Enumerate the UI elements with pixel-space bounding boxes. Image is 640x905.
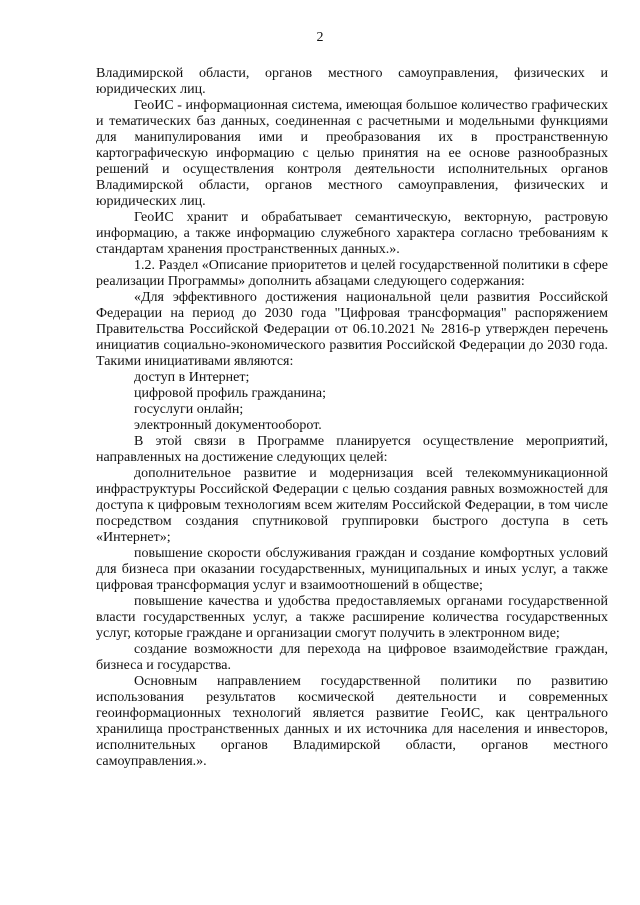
list-item-internet-access: доступ в Интернет; <box>134 370 250 385</box>
paragraph-national-goal: «Для эффективного достижения национальной цели развития Российской Федерации на период до 2030 года "Цифровая трансформация" распоряжением Правительства Российской Федерации от 06.10.2021 № 2816-р утвержден перечень инициатив социально-экономического развития Российской Федерации до 2030 года. Такими инициативами являются: <box>96 290 608 369</box>
list-item-digital-profile: цифровой профиль гражданина; <box>134 386 327 401</box>
goal-telecom-infrastructure: дополнительное развитие и модернизация всей телекоммуникационной инфраструктуры Российской Федерации с целью создания равных возможностей для доступа к цифровым технологиям всем жителям Российской Федерации, в том числе посредством создания спутниковой группировки быстрого доступа в сеть «Интернет»; <box>96 466 608 545</box>
list-item-electronic-docflow: электронный документооборот. <box>134 418 322 433</box>
list-item-gosuslugi-online: госуслуги онлайн; <box>134 402 244 417</box>
paragraph-geois-definition: ГеоИС - информационная система, имеющая большое количество графических и тематических баз данных, соединенная с расчетными и модельными функциями для манипулирования ими и преобразования их в пространственную картографическую информацию с целью принятия на ее основе разнообразных решений и осуществления контроля деятельности исполнительных органов Владимирской области, органов местного самоуправления, физических и юридических лиц. <box>96 98 608 209</box>
paragraph-continuation: Владимирской области, органов местного самоуправления, физических и юридических лиц. <box>96 66 608 97</box>
goal-service-quality: повышение качества и удобства предоставляемых органами государственной власти государственных услуг, а также расширение количества государственных услуг, которые граждане и организации смогут получить в электронном виде; <box>96 594 608 641</box>
page-number: 2 <box>316 30 324 45</box>
goal-service-speed: повышение скорости обслуживания граждан и создание комфортных условий для бизнеса при оказании государственных, муниципальных и иных услуг, а также цифровая трансформация услуг и взаимоотношений в обществе; <box>96 546 608 593</box>
goal-digital-interaction: создание возможности для перехода на цифровое взаимодействие граждан, бизнеса и государства. <box>96 642 608 673</box>
paragraph-program-goals-intro: В этой связи в Программе планируется осуществление мероприятий, направленных на достижение следующих целей: <box>96 434 608 465</box>
paragraph-geois-storage: ГеоИС хранит и обрабатывает семантическую, векторную, растровую информацию, а также информацию служебного характера согласно требованиям к стандартам хранения пространственных данных.». <box>96 210 608 257</box>
paragraph-section-1-2: 1.2. Раздел «Описание приоритетов и целей государственной политики в сфере реализации Программы» дополнить абзацами следующего содержания: <box>96 258 608 289</box>
paragraph-main-direction: Основным направлением государственной политики по развитию использования результатов космической деятельности и современных геоинформационных технологий является развитие ГеоИС, как центрального хранилища пространственных данных и их источника для населения и инвесторов, исполнительных органов Владимирской области, органов местного самоуправления.». <box>96 674 608 769</box>
document-body <box>96 66 608 770</box>
